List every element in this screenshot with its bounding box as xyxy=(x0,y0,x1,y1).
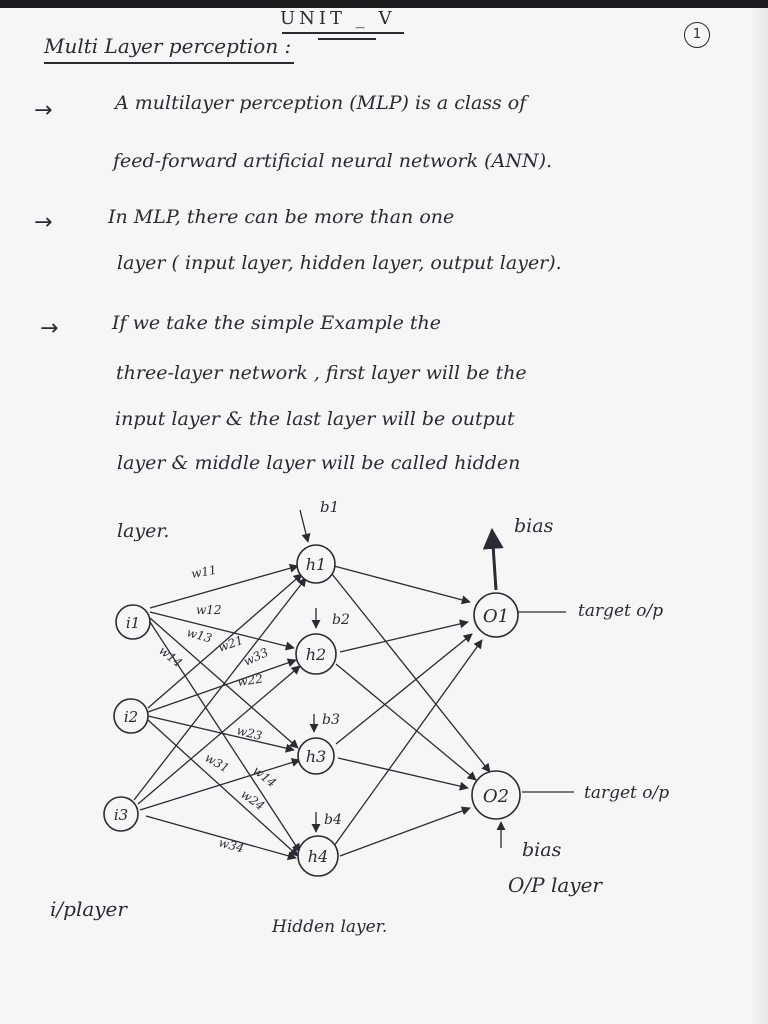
weight-label-w21: w21 xyxy=(216,632,246,655)
note-3-line-5: layer. xyxy=(117,520,170,542)
bias-label-b4: b4 xyxy=(324,812,342,828)
hidden-layer-label: Hidden layer. xyxy=(272,917,388,937)
edge-h4-o2 xyxy=(340,808,470,856)
input-layer-label: i/player xyxy=(50,897,127,921)
hidden-label-4: h4 xyxy=(307,847,329,866)
weight-label-w11: w11 xyxy=(190,562,218,581)
weight-label-w23: w23 xyxy=(235,723,264,744)
weight-label-w34: w34 xyxy=(217,835,246,856)
edge-h1-o2 xyxy=(332,574,490,772)
input-label-2: i2 xyxy=(123,708,139,726)
page-title: Multi Layer perception : xyxy=(44,34,292,58)
bias-label-b1: b1 xyxy=(320,498,340,516)
weight-label-w13: w13 xyxy=(185,625,214,646)
weight-label-w31: w31 xyxy=(202,750,232,776)
bias-arrow-h1 xyxy=(300,510,308,542)
input-label-3: i3 xyxy=(113,806,129,824)
bias-label-b3: b3 xyxy=(322,712,340,728)
unit-title: UNIT _ V xyxy=(280,8,396,29)
hidden-label-2: h2 xyxy=(305,645,327,664)
note-2-line-1: In MLP, there can be more than one xyxy=(108,206,455,228)
note-3-line-4: layer & middle layer will be called hidden xyxy=(117,452,521,474)
page-number: 1 xyxy=(684,22,710,48)
bullet-arrow-3: → xyxy=(40,316,59,341)
bias-label-o2: bias xyxy=(522,839,562,861)
edge-h3-o2 xyxy=(338,758,468,788)
bias-arrow-o1 xyxy=(492,530,496,590)
note-3-line-1: If we take the simple Example the xyxy=(112,312,441,334)
weight-label-w22: w22 xyxy=(236,671,264,689)
weight-label-w24: w24 xyxy=(238,786,268,814)
edge-h1-o1 xyxy=(334,566,470,602)
target-output-label-2: target o/p xyxy=(584,783,670,803)
weight-label-w33: w33 xyxy=(241,645,271,669)
edge-i1-h1 xyxy=(150,566,298,608)
output-label-2: O2 xyxy=(482,786,510,807)
edge-h2-o1 xyxy=(340,622,468,652)
hidden-label-3: h3 xyxy=(305,747,327,766)
note-1-line-2: feed-forward artificial neural network (ANN). xyxy=(113,150,553,172)
hidden-label-1: h1 xyxy=(305,555,327,574)
note-1-line-1: A multilayer perception (MLP) is a class of xyxy=(115,92,527,114)
edge-h3-o1 xyxy=(336,634,472,744)
edge-h4-o1 xyxy=(334,640,482,846)
output-label-1: O1 xyxy=(482,606,510,627)
weight-label-w12: w12 xyxy=(196,603,222,617)
weight-label-w14b: w14 xyxy=(250,763,279,791)
bias-label-o1: bias xyxy=(514,515,554,537)
note-3-line-3: input layer & the last layer will be output xyxy=(115,408,515,430)
bullet-arrow-1: → xyxy=(34,98,53,123)
output-layer-label: O/P layer xyxy=(508,873,602,897)
weight-label-w14: w14 xyxy=(156,643,185,671)
note-2-line-2: layer ( input layer, hidden layer, output layer). xyxy=(117,252,562,274)
bullet-arrow-2: → xyxy=(34,210,53,235)
input-label-1: i1 xyxy=(125,614,141,632)
note-3-line-2: three-layer network , first layer will be the xyxy=(116,362,527,384)
target-output-label-1: target o/p xyxy=(578,601,664,621)
bias-label-b2: b2 xyxy=(332,612,350,628)
